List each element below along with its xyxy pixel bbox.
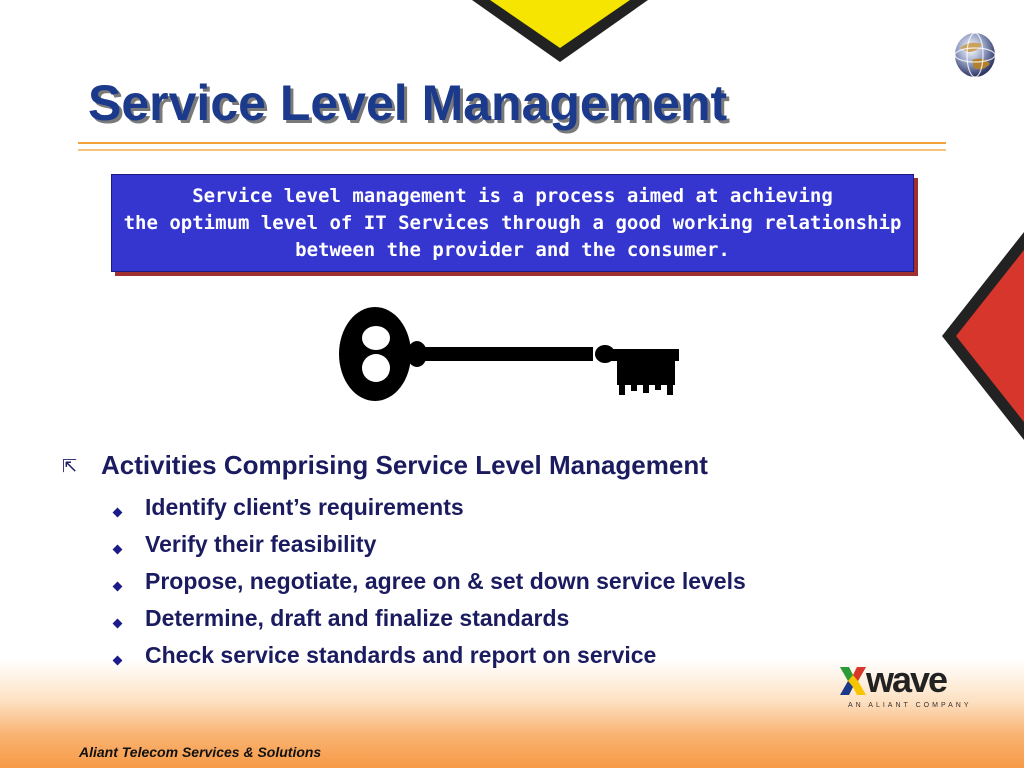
xwave-logo: [840, 660, 983, 712]
globe-icon: [952, 30, 998, 80]
callout-line: the optimum level of IT Services through a good working relationship: [123, 212, 902, 234]
key-icon: [337, 305, 682, 405]
diamond-bullet-icon: [113, 508, 123, 518]
list-item-text: Verify their feasibility: [145, 531, 377, 557]
yellow-diamond-decoration: [0, 0, 1024, 70]
diamond-bullet-icon: [113, 619, 123, 629]
callout-line: Service level management is a process aimed at achieving: [192, 185, 833, 207]
list-item-text: Check service standards and report on service: [145, 642, 657, 668]
main-bullet-text: Activities Comprising Service Level Management: [101, 450, 708, 480]
diamond-bullet-icon: [113, 656, 123, 666]
arrow-bullet-icon: ⇱: [62, 456, 78, 477]
footer-company: Aliant Telecom Services & Solutions: [79, 744, 322, 760]
list-item-text: Propose, negotiate, agree on & set down service levels: [145, 568, 746, 594]
diamond-bullet-icon: [113, 545, 123, 555]
diamond-bullet-icon: [113, 582, 123, 592]
definition-callout: [111, 174, 914, 272]
logo-tagline: AN ALIANT COMPANY: [848, 702, 972, 709]
title-underline: [78, 142, 946, 151]
callout-line: between the provider and the consumer.: [295, 239, 730, 261]
list-item-text: Identify client’s requirements: [145, 494, 464, 520]
list-item-text: Determine, draft and finalize standards: [145, 605, 570, 631]
x-mark-icon: [840, 663, 866, 691]
logo-wordmark: wave: [866, 659, 947, 700]
slide-title: Service Level Management: [88, 75, 728, 131]
